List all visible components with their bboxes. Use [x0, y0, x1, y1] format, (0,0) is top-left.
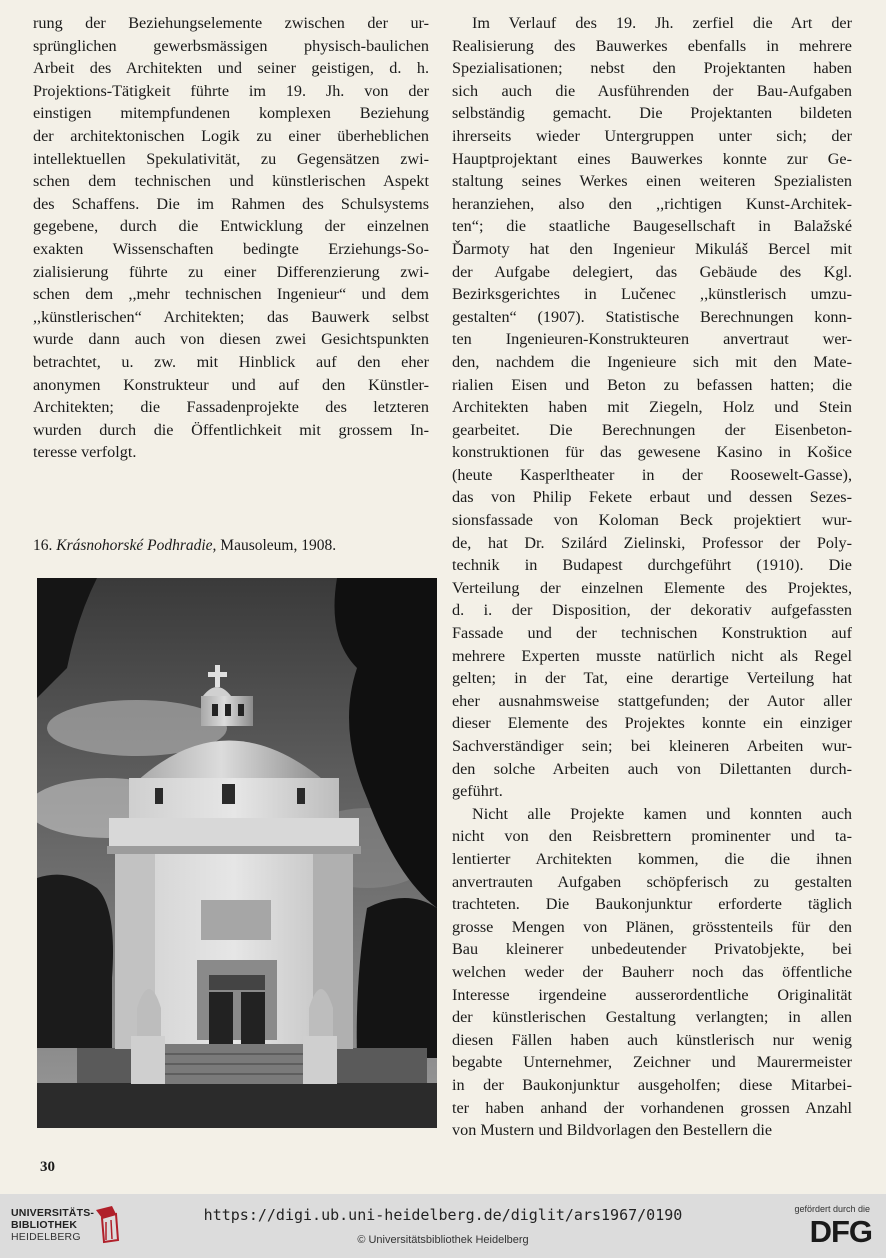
left-text-column [33, 12, 429, 464]
text-line: exakten Wissenschaften bedingte Erziehungs-So- [33, 239, 429, 258]
caption-place: Krásnohorské Podhradie, [56, 537, 217, 554]
text-line: Realisierung des Bauwerkes ebenfalls in mehrere [452, 36, 852, 55]
text-line: Spezialisationen; nebst den Projektanten haben [452, 59, 852, 78]
text-line: der architektonischen Logik zu einer überheblichen [33, 126, 429, 145]
text-line: von Mustern und Bildvorlagen den Bestellern die [452, 1121, 773, 1140]
copyright-notice: © Universitätsbibliothek Heidelberg [357, 1234, 529, 1246]
text-line: ten Ingenieuren-Konstrukteuren anvertraut wer- [452, 330, 852, 349]
text-line: gelten; in der Tat, eine derartige Verteilung hat [452, 669, 852, 688]
library-line-3: HEIDELBERG [11, 1231, 81, 1243]
text-line: den, nachdem die Ingenieure sich mit den Mate- [452, 352, 852, 371]
caption-number: 16. [33, 537, 53, 554]
text-line: lentierter Architekten kommen, die die ihnen [452, 849, 852, 868]
page-number: 30 [40, 1159, 55, 1175]
text-line: trachteten. Die Baukonjunktur erforderte täglich [452, 895, 852, 914]
text-line: Architekten; die Fassadenprojekte des letzteren [33, 398, 429, 417]
text-line: nicht von den Reisbrettern prominenter und ta- [452, 827, 852, 846]
text-line: anonymen Konstrukteur und auf den Künstler- [33, 375, 429, 394]
text-line: Verteilung der einzelnen Elemente des Projektes, [452, 578, 852, 597]
text-line: wurden durch die Öffentlichkeit mit grossem In- [33, 420, 429, 439]
text-line: Bau kleinerer unbedeutender Privatobjekte, bei [452, 940, 852, 959]
text-line: der künstlerischen Gestaltung verlangten; in allen [452, 1008, 852, 1027]
text-line: wurde dann auch von diesen zwei Gesichtspunkten [33, 330, 429, 349]
text-line: technik in Budapest durchgeführt (1910). Die [452, 556, 852, 575]
text-line: begabte Unternehmer, Zeichner und Maurermeister [452, 1053, 852, 1072]
text-line: sprünglichen gewerbsmässigen physisch-baulichen [33, 36, 429, 55]
text-line: diesen Fällen haben auch künstlerisch nur wenig [452, 1030, 852, 1049]
text-line: (heute Kasperltheater in der Roosewelt-Gasse), [452, 465, 852, 484]
text-line: teresse verfolgt. [33, 443, 137, 462]
dfg-logo: DFG [809, 1214, 872, 1249]
mausoleum-photo [37, 578, 437, 1128]
text-line: intellektuellen Spekulativität, zu Gegensätzen zwi- [33, 149, 429, 168]
figure-caption [33, 536, 429, 556]
text-line: Architekten haben mit Ziegeln, Holz und Stein [452, 398, 852, 417]
text-line: betrachtet, u. zw. mit Hinblick auf den eher [33, 352, 429, 371]
text-line: staltung seines Werkes einen weiteren Spezialisten [452, 172, 852, 191]
text-line: in der Baukonjunktur ausgeholfen; diese Mitarbei- [452, 1075, 852, 1094]
right-text-column [452, 12, 852, 1142]
text-line: Im Verlauf des 19. Jh. zerfiel die Art der [472, 14, 852, 32]
text-line: d. i. der Disposition, der dekorativ aufgefassten [452, 601, 852, 620]
text-line: Projektions-Tätigkeit führte im 19. Jh. von der [33, 81, 429, 100]
library-line-1: UNIVERSITÄTS- [11, 1207, 95, 1219]
text-line: schen dem ,,mehr technischen Ingenieur“ und dem [33, 285, 429, 304]
text-line: Arbeit des Architekten und seiner geistigen, d. h. [33, 59, 429, 78]
library-line-2: BIBLIOTHEK [11, 1219, 78, 1231]
text-line: den solche Arbeiten auch von Dilettanten durch- [452, 759, 852, 778]
text-line: zialisierung führte zu einer Differenzierung zwi- [33, 262, 429, 281]
text-line: de, hat Dr. Szilárd Zielinski, Professor der Poly- [452, 533, 852, 552]
text-line: Fassade und der technischen Konstruktion auf [452, 624, 852, 643]
text-line: heranziehen, also den ,,richtigen Kunst-Architek- [452, 194, 852, 213]
text-line: mehrere Experten musste natürlich nicht als Regel [452, 646, 852, 665]
text-line: sich auch die Ausführenden der Bau-Aufgaben [452, 81, 852, 100]
text-line: Bezirksgerichtes in Lučenec ,,künstlerisch umzu- [452, 285, 852, 304]
text-line: schen dem technischen und künstlerischen Aspekt [33, 172, 429, 191]
text-line: das von Philip Fekete erbaut und dessen Sezes- [452, 488, 852, 507]
caption-title: Mausoleum, 1908. [220, 537, 337, 554]
text-line: Hauptprojektant eines Bauwerkes konnte zur Ge- [452, 149, 852, 168]
text-line: eher ausnahmsweise stattgefunden; der Autor aller [452, 691, 852, 710]
text-line: ,,künstlerischen“ Architekten; das Bauwerk selbst [33, 307, 429, 326]
text-line: ter haben anhand der vorhandenen grossen Anzahl [452, 1098, 852, 1117]
text-line: konstruktionen für das gewesene Kasino in Košice [452, 443, 852, 462]
text-line: gearbeitet. Die Berechnungen der Eisenbeton- [452, 420, 852, 439]
text-line: rung der Beziehungselemente zwischen der ur- [33, 14, 429, 32]
text-line: Ďarmoty hat den Ingenieur Mikuláš Bercel mit [452, 239, 852, 258]
text-line: einstigen mitempfundenen komplexen Beziehung [33, 104, 429, 123]
footer-bar [0, 1194, 886, 1258]
text-line: grosse Mengen von Plänen, grösstenteils für den [452, 917, 852, 936]
text-line: des Schaffens. Die im Rahmen des Schulsystems [33, 194, 429, 213]
document-url[interactable]: https://digi.ub.uni-heidelberg.de/diglit/ars1967/0190 [203, 1206, 683, 1224]
text-line: selbständig gemacht. Die Projektanten bildeten [452, 104, 852, 123]
text-line: ihrerseits wieder Untergruppen unter sich; der [452, 126, 852, 145]
text-line: Interesse irgendeine ausserordentliche Originalität [452, 985, 852, 1004]
text-line: gegebene, durch die Entwicklung der einzelnen [33, 217, 429, 236]
funding-note: gefördert durch die [794, 1204, 870, 1214]
text-line: ten“; die staatliche Baugesellschaft in Balažské [452, 217, 852, 236]
text-line: Sachverständiger sein; bei kleineren Arbeiten wur- [452, 737, 852, 755]
text-line: anvertrauten Aufgaben schöpferisch zu gestalten [452, 872, 852, 891]
text-line: sionsfassade von Koloman Beck projektiert wur- [452, 511, 852, 530]
text-line: geführt. [452, 782, 503, 801]
text-line: rialien Eisen und Beton zu befassen hatten; die [452, 375, 852, 394]
text-line: Nicht alle Projekte kamen und konnten auch [472, 804, 852, 823]
text-line: welchen weder der Bauherr noch das öffentliche [452, 962, 852, 981]
text-line: der Aufgabe delegiert, das Gebäude des Kgl. [452, 262, 852, 281]
text-line: gestalten“ (1907). Statistische Berechnungen konn- [452, 307, 852, 326]
text-line: dieser Elemente des Projektes konnte ein einziger [452, 714, 852, 733]
